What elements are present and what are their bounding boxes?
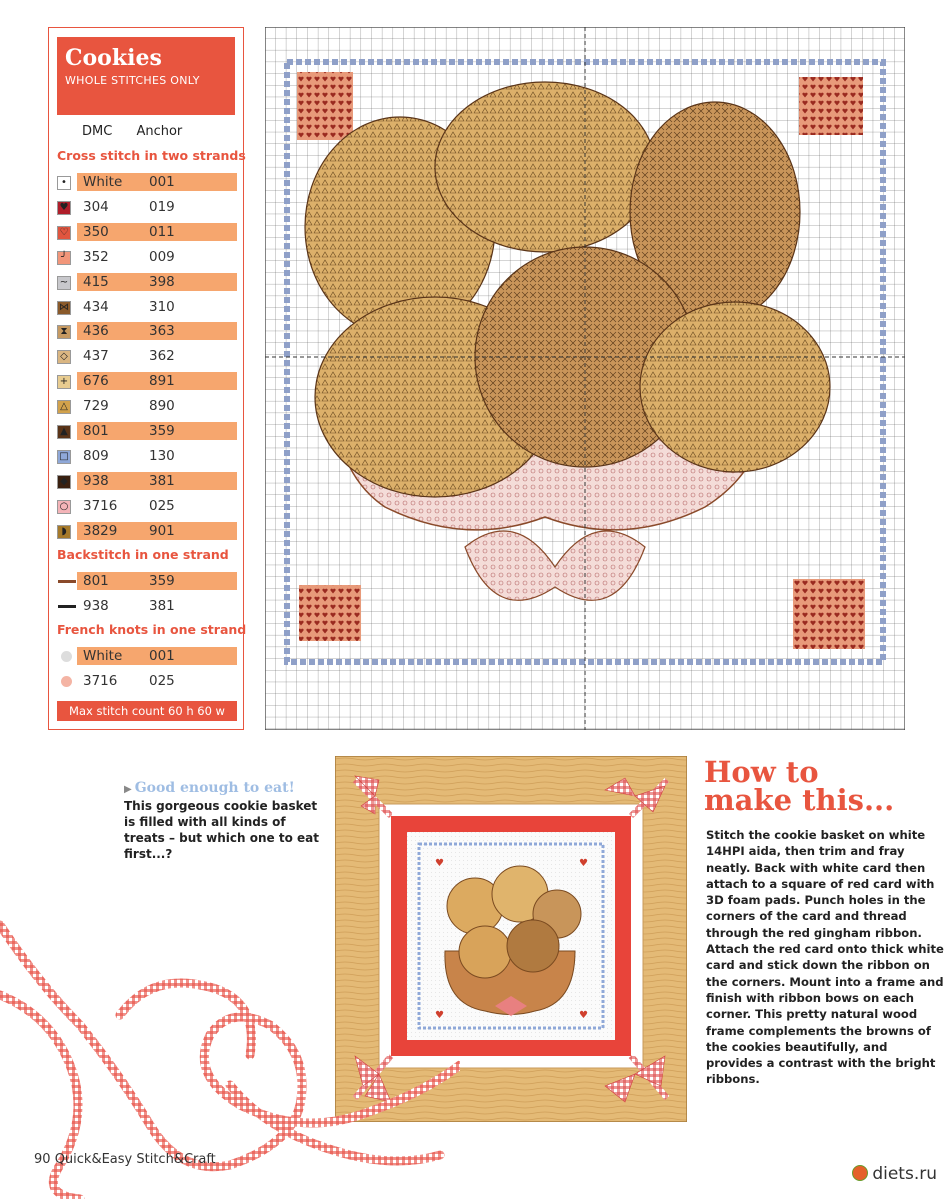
anchor-code: 381 (149, 472, 175, 489)
stitch-symbol-icon: ╯ (57, 251, 71, 265)
dmc-code: 809 (83, 447, 109, 464)
dmc-code: 3716 (83, 497, 118, 514)
key-row (49, 472, 237, 490)
section-backstitch: Backstitch in one strand (57, 547, 229, 562)
caption-heading (124, 780, 324, 796)
key-row (49, 298, 237, 316)
anchor-code: 891 (149, 373, 175, 390)
page-number: 90 (34, 1152, 51, 1167)
anchor-code: 001 (149, 648, 175, 664)
dmc-code: 434 (83, 298, 109, 315)
anchor-code: 398 (149, 273, 175, 290)
stitch-symbol-icon: ♥ (57, 201, 71, 215)
dmc-code: 436 (83, 323, 109, 340)
key-title: Cookies (65, 45, 162, 71)
dmc-code: 938 (83, 598, 109, 614)
anchor-code: 381 (149, 598, 175, 614)
caption-text: This gorgeous cookie basket is filled with all kinds of treats – but which one to eat first...? (124, 799, 319, 861)
anchor-code: 130 (149, 447, 175, 464)
chart-key (48, 27, 247, 730)
stitch-symbol-icon: ◗ (57, 525, 71, 539)
key-row (49, 198, 237, 216)
col-dmc: DMC (82, 124, 113, 139)
anchor-code: 011 (149, 223, 175, 240)
cookie-lower-right (640, 302, 830, 472)
dmc-code: 801 (83, 423, 109, 439)
magazine-brand: Quick&Easy Stitch&Craft (54, 1152, 216, 1167)
anchor-code: 359 (149, 423, 175, 439)
key-row (49, 173, 237, 191)
heart-icon: ♥ (579, 1010, 588, 1021)
stitch-symbol-icon: ◇ (57, 350, 71, 364)
key-header (57, 37, 235, 115)
dmc-code: 729 (83, 398, 109, 415)
howto-title-line1: How to (704, 755, 819, 789)
heart-icon: ♥ (435, 858, 444, 869)
key-row (49, 347, 237, 365)
anchor-code: 362 (149, 348, 175, 365)
anchor-code: 310 (149, 298, 175, 315)
key-row (49, 372, 237, 390)
key-row (49, 223, 237, 241)
key-column-headers (82, 124, 182, 139)
stitched-cookie-4 (459, 926, 511, 978)
anchor-code: 009 (149, 248, 175, 265)
heart-block-bottom-right (793, 579, 865, 649)
howto-title-line2: make this... (704, 783, 895, 817)
dmc-code: 304 (83, 198, 109, 215)
stitch-symbol-icon: ⧗ (57, 325, 71, 339)
howto-title (704, 755, 944, 817)
dmc-code: White (83, 174, 123, 190)
section-cross-stitch: Cross stitch in two strands (57, 148, 246, 163)
cookie-top (435, 82, 655, 252)
dmc-code: 676 (83, 373, 109, 390)
dmc-code: 801 (83, 573, 109, 589)
stitch-symbol-icon: □ (57, 450, 71, 464)
dmc-code: 437 (83, 348, 109, 365)
key-row (49, 397, 237, 415)
key-row (49, 422, 237, 440)
anchor-code: 025 (149, 673, 175, 689)
apple-icon (852, 1165, 868, 1181)
stitch-symbol-icon: ▲ (57, 425, 71, 439)
stitch-symbol-icon: ⋈ (59, 301, 69, 313)
key-row (49, 248, 237, 266)
heart-icon: ♥ (579, 858, 588, 869)
stitch-symbol-icon: ○ (57, 500, 71, 514)
anchor-code: 890 (149, 398, 175, 415)
dmc-code: 415 (83, 273, 109, 290)
anchor-code: 901 (149, 522, 175, 539)
stitched-cookie-5 (507, 920, 559, 972)
key-row (49, 322, 237, 340)
key-row (49, 497, 237, 515)
col-anchor: Anchor (136, 124, 183, 139)
stitch-symbol-icon: △ (57, 400, 71, 414)
heart-block-top-right (799, 77, 863, 135)
heart-block-top-left (297, 72, 353, 140)
dmc-code: 350 (83, 223, 109, 240)
anchor-code: 001 (149, 174, 175, 190)
key-row (49, 597, 237, 615)
key-subtitle: WHOLE STITCHES ONLY (65, 74, 200, 87)
dmc-code: 3716 (83, 673, 118, 689)
heart-block-bottom-left (299, 585, 361, 641)
photo-caption (124, 780, 324, 862)
french-knot-icon (61, 676, 72, 687)
key-row (49, 522, 237, 540)
key-row (49, 647, 237, 665)
anchor-code: 363 (149, 323, 175, 340)
stitch-symbol-icon: • (57, 176, 71, 190)
page-footer (34, 1152, 216, 1167)
stitch-symbol-icon: ◆ (57, 475, 71, 489)
section-french-knots: French knots in one strand (57, 622, 247, 637)
cross-stitch-chart (265, 27, 905, 730)
dmc-code: 352 (83, 248, 109, 265)
caption-heading-text: Good enough to eat! (134, 780, 295, 796)
site-logo-text: diets.ru (872, 1164, 937, 1184)
site-logo[interactable] (852, 1164, 937, 1184)
dmc-code: 938 (83, 472, 109, 489)
stitch-symbol-icon: ~ (57, 276, 71, 290)
stitch-symbol-icon: + (57, 375, 71, 389)
backstitch-line-icon (58, 605, 76, 608)
backstitch-line-icon (58, 580, 76, 583)
anchor-code: 025 (149, 497, 175, 514)
key-row (49, 572, 237, 590)
heart-icon: ♥ (435, 1010, 444, 1021)
key-row (49, 447, 237, 465)
triangle-icon: ▶ (124, 784, 132, 795)
stitch-symbol-icon: ♡ (57, 226, 71, 240)
dmc-code: 3829 (83, 522, 118, 539)
key-row (49, 672, 237, 690)
key-row (49, 273, 237, 291)
howto-instructions: Stitch the cookie basket on white 14HPI aida, then trim and fray neatly. Back with white card then attach to a square of red card with 3D foam pads. Punch holes in the corners of the card and thread through the red gingham ribbon. Attach the red card onto thick white card and stick down the ribbon on the corners. Mount into a frame and finish with ribbon bows on each corner. This pretty natural wood frame complements the browns of the cookies beautifully, and provides a contrast with the bright ribbons. (706, 828, 944, 1087)
french-knot-icon (61, 651, 72, 662)
anchor-code: 359 (149, 573, 175, 589)
stitch-count: Max stitch count 60 h 60 w (57, 701, 237, 721)
dmc-code: White (83, 648, 123, 664)
anchor-code: 019 (149, 198, 175, 215)
